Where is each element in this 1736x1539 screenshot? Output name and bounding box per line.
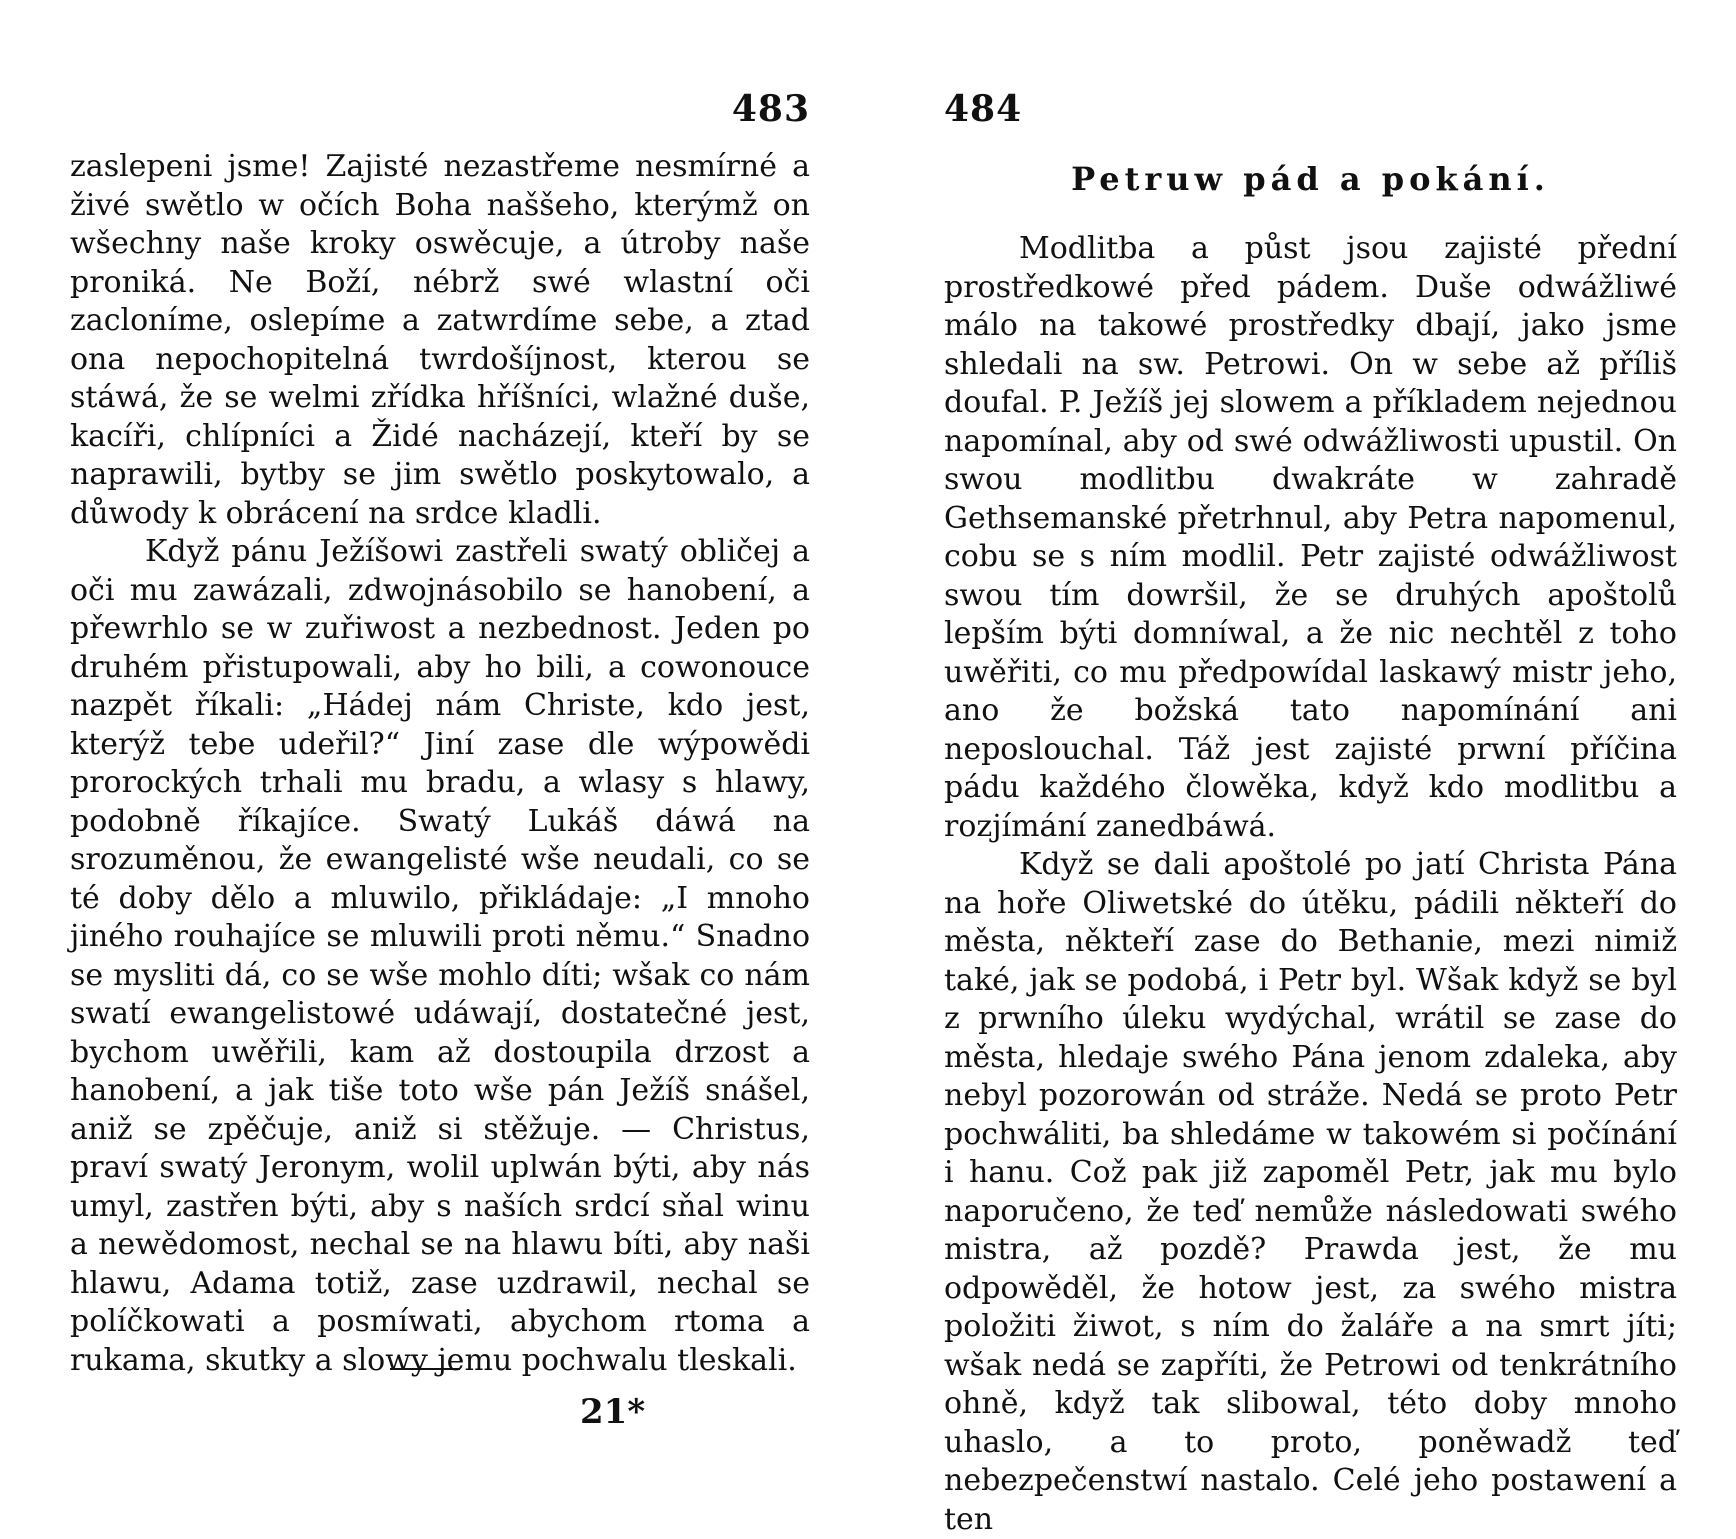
paragraph: Když se dali apoštolé po jatí Christa Pána na hoře Oliwetské do útěku, pádili někteří do města, někteří zase do Bethanie, mezi nimiž také, jak se podobá, i Petr byl. Wšak když se byl z prwního úleku wydýchal, wrátil se zase do města, hledaje swého Pána jenom zdaleka, aby nebyl pozorowán od stráže. Nedá se proto Petr pochwáliti, ba shledáme w takowém si počínání i hanu. Což pak již zapoměl Petr, jak mu bylo naporučeno, že teď nemůže následowati swého mistra, až pozdě? Prawda jest, že mu odpowěděl, že hotow jest, za swého mistra položiti žiwot, s ním do žaláře a na smrt jíti; wšak nedá se zapříti, že Petrowi od tenkrátního ohně, když tak slibowal, této doby mnoho uhaslo, a to proto, poněwadž teď nebezpečenstwí nastalo. Celé jeho postawení a ten bbox=[944, 847, 1677, 1537]
right-page bbox=[944, 0, 1677, 1537]
paragraph: Modlitba a půst jsou zajisté přední prostředkowé před pádem. Duše odwážliwé málo na takowé prostředky dbají, jako jsme shledali na sw. Petrowi. On w sebe až příliš doufal. P. Ježíš jej slowem a příkladem nejednou napomínal, aby od swé odwážliwosti upustil. On swou modlitbu dwakráte w zahradě Gethsemanské přetrhnul, aby Petra napomenul, cobu se s ním modlil. Petr zajisté odwážliwost swou tím dowršil, že se druhých apoštolů lepším býti domníwal, a že nic nechtěl z toho uwěřiti, co mu předpowídal laskawý mistr jeho, ano že božská tato napomínání ani neposlouchal. Táž jest zajisté prwní příčina pádu každého člowěka, když kdo modlitbu a rozjímání zanedbáwá. bbox=[944, 231, 1677, 844]
page-number-484: 484 bbox=[944, 88, 1023, 130]
chapter-heading: Petruw pád a pokání. bbox=[1071, 160, 1550, 198]
paragraph: zaslepeni jsme! Zajisté nezastřeme nesmírné a živé swětlo w očích Boha naššeho, kterýmž on wšechny naše kroky oswěcuje, a útroby naše proniká. Ne Boží, nébrž swé wlastní oči zacloníme, oslepíme a zatwrdíme sebe, a ztad ona nepochopitelná twrdošíjnost, kterou se stáwá, že se welmi zřídka hříšníci, wlažné duše, kacíři, chlípníci a Židé nacházejí, kteří by se naprawili, bytby se jim swětlo poskytowalo, a důwody k obrácení na srdce kladli. bbox=[70, 149, 810, 531]
left-page-body bbox=[70, 148, 810, 1380]
left-page bbox=[70, 0, 810, 1500]
right-page-body bbox=[944, 230, 1677, 1539]
paragraph: Když pánu Ježíšowi zastřeli swatý obličej a oči mu zawázali, zdwojnásobilo se hanobení, a přewrhlo se w zuřiwost a nezbednost. Jeden po druhém přistupowali, aby ho bili, a cowonouce nazpět říkali: „Hádej nám Christe, kdo jest, kterýž tebe udeřil?“ Jiní zase dle wýpowědi prorockých trhali mu bradu, a wlasy s hlawy, podobně říkajíce. Swatý Lukáš dáwá na srozuměnou, že ewangelisté wše neudali, co se té doby dělo a mluwilo, přikládaje: „I mnoho jiného rouhajíce se mluwili proti němu.“ Snadno se mysliti dá, co se wše mohlo díti; wšak co nám swatí ewangelistowé udáwají, dostatečné jest, bychom uwěřili, kam až dostoupila drzost a hanobení, a jak tiše toto wše pán Ježíš snášel, aniž se zpěčuje, aniž si stěžuje. — Christus, praví swatý Jeronym, wolil uplwán býti, aby nás umyl, zastřen býti, aby s naších srdcí sňal winu a newědomost, nechal se na hlawu bíti, aby naši hlawu, Adama totiž, zase uzdrawil, nechal se políčkowati a posmíwati, abychom rtoma a rukama, skutky a slowy jemu pochwalu tleskali. bbox=[70, 534, 810, 1378]
signature-mark: 21* bbox=[580, 1392, 646, 1432]
page-number-483: 483 bbox=[731, 88, 810, 130]
divider-rule bbox=[390, 1368, 460, 1370]
